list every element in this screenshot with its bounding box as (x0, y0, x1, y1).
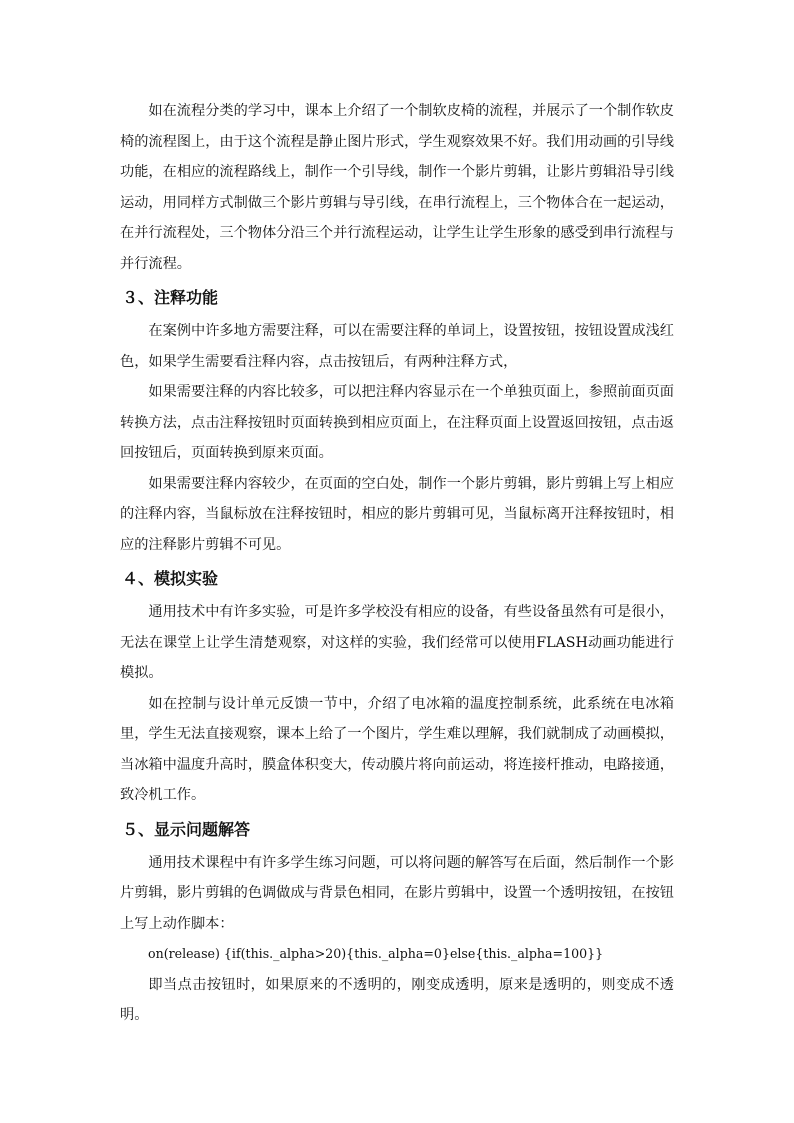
paragraph-answers-outro: 即当点击按钮时，如果原来的不透明的，刚变成透明，原来是透明的，则变成不透明。 (120, 976, 674, 1023)
code-action-script: on(release) {if(this._alpha>20){this._alpha=0}else{this._alpha=100}} (148, 946, 604, 961)
paragraph-simulation-fridge: 如在控制与设计单元反馈一节中，介绍了电冰箱的温度控制系统，此系统在电冰箱里，学生无法直接观察，课本上给了一个图片，学生难以理解，我们就制成了动画模拟，当冰箱中温度升高时，膜盒体积变大，传动膜片将向前运动，将连接杆推动，电路接通，致冷机工作。 (120, 695, 674, 803)
paragraph-answers-intro: 通用技术课程中有许多学生练习问题，可以将问题的解答写在后面，然后制作一个影片剪辑，影片剪辑的色调做成与背景色相同，在影片剪辑中，设置一个透明按钮，在按钮上写上动作脚本： (120, 854, 674, 932)
paragraph-notes-many: 如果需要注释的内容比较多，可以把注释内容显示在一个单独页面上，参照前面页面转换方法，点击注释按钮时页面转换到相应页面上，在注释页面上设置返回按钮，点击返回按钮后，页面转换到原来页面。 (120, 384, 674, 461)
heading-answers: ５、显示问题解答 (122, 819, 251, 839)
paragraph-notes-intro: 在案例中许多地方需要注释，可以在需要注释的单词上，设置按钮，按钮设置成浅红色，如果学生需要看注释内容，点击按钮后，有两种注释方式， (120, 323, 674, 370)
heading-notes: ３、注释功能 (122, 288, 219, 307)
paragraph-simulation-intro: 通用技术中有许多实验，可是许多学校没有相应的设备，有些设备虽然有可是很小，无法在课堂上让学生清楚观察，对这样的实验，我们经常可以使用FLASH动画功能进行模拟。 (120, 604, 674, 681)
paragraph-flow-animation: 如在流程分类的学习中，课本上介绍了一个制软皮椅的流程，并展示了一个制作软皮椅的流程图上，由于这个流程是静止图片形式，学生观察效果不好。我们用动画的引导线功能，在相应的流程路线上，制作一个引导线，制作一个影片剪辑，让影片剪辑沿导引线运动，用同样方式制做三个影片剪辑与导引线，在串行流程上，三个物体合在一起运动，在并行流程处，三个物体分沿三个并行流程运动，让学生让学生形象的感受到串行流程与并行流程。 (120, 103, 674, 272)
heading-simulation: ４、模拟实验 (122, 569, 219, 588)
document-page (120, 96, 674, 1031)
paragraph-notes-few: 如果需要注释内容较少，在页面的空白处，制作一个影片剪辑，影片剪辑上写上相应的注释内容，当鼠标放在注释按钮时，相应的影片剪辑可见，当鼠标离开注释按钮时，相应的注释影片剪辑不可见。 (120, 475, 674, 553)
